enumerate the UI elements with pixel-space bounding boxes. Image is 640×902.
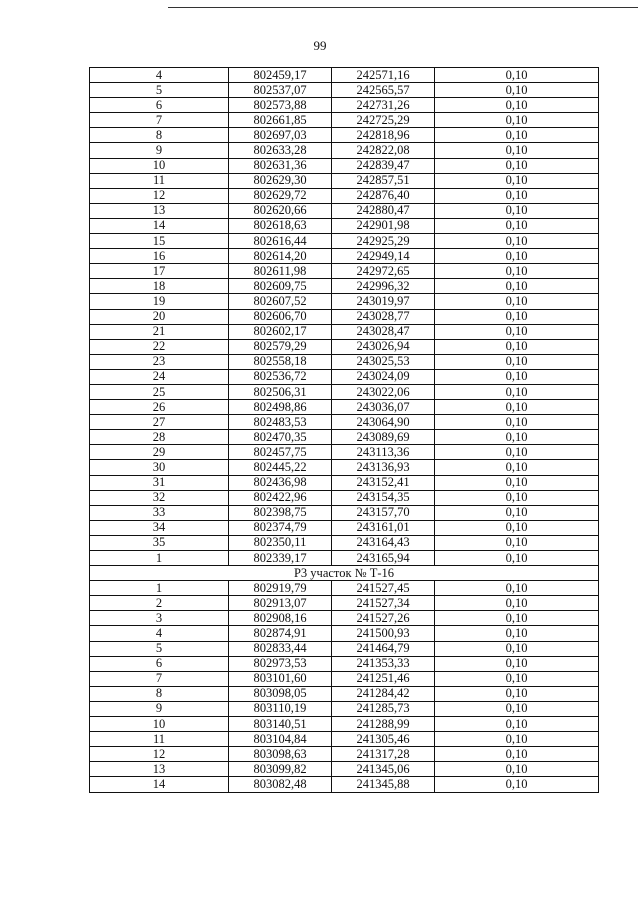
point-number-cell: 3: [90, 611, 229, 626]
x-coordinate-cell: 802470,35: [229, 430, 332, 445]
point-number-cell: 35: [90, 535, 229, 550]
table-row: [90, 158, 599, 173]
point-number-cell: 7: [90, 671, 229, 686]
y-coordinate-cell: 243165,94: [332, 551, 435, 566]
x-coordinate-cell: 803101,60: [229, 671, 332, 686]
point-number-cell: 7: [90, 113, 229, 128]
y-coordinate-cell: 242571,16: [332, 68, 435, 83]
x-coordinate-cell: 802398,75: [229, 505, 332, 520]
value-cell: 0,10: [435, 535, 599, 550]
point-number-cell: 20: [90, 309, 229, 324]
x-coordinate-cell: 803140,51: [229, 717, 332, 732]
y-coordinate-cell: 242880,47: [332, 203, 435, 218]
value-cell: 0,10: [435, 309, 599, 324]
table-row: [90, 596, 599, 611]
value-cell: 0,10: [435, 701, 599, 716]
y-coordinate-cell: 242925,29: [332, 234, 435, 249]
value-cell: 0,10: [435, 98, 599, 113]
y-coordinate-cell: 243028,77: [332, 309, 435, 324]
x-coordinate-cell: 802339,17: [229, 551, 332, 566]
point-number-cell: 9: [90, 701, 229, 716]
point-number-cell: 17: [90, 264, 229, 279]
coordinates-table: [89, 67, 599, 793]
page-number: 99: [313, 38, 327, 53]
table-row: [90, 324, 599, 339]
table-row: [90, 611, 599, 626]
y-coordinate-cell: 241288,99: [332, 717, 435, 732]
x-coordinate-cell: 802573,88: [229, 98, 332, 113]
table-row: [90, 445, 599, 460]
value-cell: 0,10: [435, 475, 599, 490]
value-cell: 0,10: [435, 520, 599, 535]
y-coordinate-cell: 242901,98: [332, 218, 435, 233]
value-cell: 0,10: [435, 415, 599, 430]
point-number-cell: 22: [90, 339, 229, 354]
x-coordinate-cell: 803099,82: [229, 762, 332, 777]
point-number-cell: 14: [90, 777, 229, 792]
table-row: [90, 686, 599, 701]
point-number-cell: 13: [90, 762, 229, 777]
value-cell: 0,10: [435, 656, 599, 671]
table-row: [90, 747, 599, 762]
table-row: [90, 369, 599, 384]
value-cell: 0,10: [435, 551, 599, 566]
point-number-cell: 15: [90, 234, 229, 249]
y-coordinate-cell: 243113,36: [332, 445, 435, 460]
table-row: [90, 264, 599, 279]
table-row: [90, 83, 599, 98]
value-cell: 0,10: [435, 68, 599, 83]
y-coordinate-cell: 241317,28: [332, 747, 435, 762]
x-coordinate-cell: 802620,66: [229, 203, 332, 218]
point-number-cell: 30: [90, 460, 229, 475]
x-coordinate-cell: 802374,79: [229, 520, 332, 535]
point-number-cell: 2: [90, 596, 229, 611]
point-number-cell: 32: [90, 490, 229, 505]
table-row: [90, 777, 599, 792]
table-row: [90, 490, 599, 505]
value-cell: 0,10: [435, 671, 599, 686]
value-cell: 0,10: [435, 188, 599, 203]
table-row: [90, 249, 599, 264]
y-coordinate-cell: 243136,93: [332, 460, 435, 475]
table-row: [90, 626, 599, 641]
y-coordinate-cell: 241345,88: [332, 777, 435, 792]
table-row: [90, 430, 599, 445]
value-cell: 0,10: [435, 339, 599, 354]
x-coordinate-cell: 803110,19: [229, 701, 332, 716]
x-coordinate-cell: 802506,31: [229, 384, 332, 399]
y-coordinate-cell: 243157,70: [332, 505, 435, 520]
point-number-cell: 24: [90, 369, 229, 384]
y-coordinate-cell: 242972,65: [332, 264, 435, 279]
value-cell: 0,10: [435, 113, 599, 128]
table-row: [90, 218, 599, 233]
point-number-cell: 28: [90, 430, 229, 445]
value-cell: 0,10: [435, 445, 599, 460]
x-coordinate-cell: 802436,98: [229, 475, 332, 490]
x-coordinate-cell: 802498,86: [229, 400, 332, 415]
x-coordinate-cell: 802629,30: [229, 173, 332, 188]
x-coordinate-cell: 802422,96: [229, 490, 332, 505]
value-cell: 0,10: [435, 686, 599, 701]
x-coordinate-cell: 802536,72: [229, 369, 332, 384]
value-cell: 0,10: [435, 777, 599, 792]
x-coordinate-cell: 802833,44: [229, 641, 332, 656]
value-cell: 0,10: [435, 234, 599, 249]
point-number-cell: 21: [90, 324, 229, 339]
top-rule: [168, 7, 638, 8]
value-cell: 0,10: [435, 641, 599, 656]
x-coordinate-cell: 802973,53: [229, 656, 332, 671]
y-coordinate-cell: 243019,97: [332, 294, 435, 309]
table-row: [90, 339, 599, 354]
x-coordinate-cell: 802537,07: [229, 83, 332, 98]
x-coordinate-cell: 802633,28: [229, 143, 332, 158]
y-coordinate-cell: 241527,26: [332, 611, 435, 626]
y-coordinate-cell: 242822,08: [332, 143, 435, 158]
x-coordinate-cell: 802445,22: [229, 460, 332, 475]
point-number-cell: 25: [90, 384, 229, 399]
value-cell: 0,10: [435, 369, 599, 384]
y-coordinate-cell: 241305,46: [332, 732, 435, 747]
value-cell: 0,10: [435, 294, 599, 309]
point-number-cell: 11: [90, 173, 229, 188]
x-coordinate-cell: 802579,29: [229, 339, 332, 354]
y-coordinate-cell: 243022,06: [332, 384, 435, 399]
table-row: [90, 68, 599, 83]
y-coordinate-cell: 241353,33: [332, 656, 435, 671]
value-cell: 0,10: [435, 354, 599, 369]
y-coordinate-cell: 241464,79: [332, 641, 435, 656]
value-cell: 0,10: [435, 400, 599, 415]
y-coordinate-cell: 243024,09: [332, 369, 435, 384]
x-coordinate-cell: 802602,17: [229, 324, 332, 339]
point-number-cell: 12: [90, 747, 229, 762]
value-cell: 0,10: [435, 747, 599, 762]
y-coordinate-cell: 242949,14: [332, 249, 435, 264]
y-coordinate-cell: 241345,06: [332, 762, 435, 777]
table-row: [90, 475, 599, 490]
point-number-cell: 4: [90, 626, 229, 641]
value-cell: 0,10: [435, 158, 599, 173]
table-row: [90, 173, 599, 188]
x-coordinate-cell: 802697,03: [229, 128, 332, 143]
point-number-cell: 11: [90, 732, 229, 747]
y-coordinate-cell: 242725,29: [332, 113, 435, 128]
point-number-cell: 18: [90, 279, 229, 294]
table-row: [90, 143, 599, 158]
table-row: [90, 460, 599, 475]
x-coordinate-cell: 802919,79: [229, 581, 332, 596]
x-coordinate-cell: 803104,84: [229, 732, 332, 747]
y-coordinate-cell: 243025,53: [332, 354, 435, 369]
value-cell: 0,10: [435, 83, 599, 98]
point-number-cell: 12: [90, 188, 229, 203]
point-number-cell: 14: [90, 218, 229, 233]
table-row: [90, 732, 599, 747]
value-cell: 0,10: [435, 279, 599, 294]
point-number-cell: 5: [90, 83, 229, 98]
value-cell: 0,10: [435, 596, 599, 611]
point-number-cell: 6: [90, 98, 229, 113]
value-cell: 0,10: [435, 626, 599, 641]
value-cell: 0,10: [435, 762, 599, 777]
x-coordinate-cell: 803082,48: [229, 777, 332, 792]
x-coordinate-cell: 802457,75: [229, 445, 332, 460]
x-coordinate-cell: 803098,05: [229, 686, 332, 701]
point-number-cell: 8: [90, 686, 229, 701]
point-number-cell: 10: [90, 717, 229, 732]
x-coordinate-cell: 802616,44: [229, 234, 332, 249]
point-number-cell: 29: [90, 445, 229, 460]
table-row: [90, 400, 599, 415]
point-number-cell: 19: [90, 294, 229, 309]
value-cell: 0,10: [435, 732, 599, 747]
point-number-cell: 27: [90, 415, 229, 430]
table-row: [90, 762, 599, 777]
y-coordinate-cell: 242857,51: [332, 173, 435, 188]
table-row: [90, 279, 599, 294]
y-coordinate-cell: 242839,47: [332, 158, 435, 173]
x-coordinate-cell: 802908,16: [229, 611, 332, 626]
table-row: [90, 294, 599, 309]
point-number-cell: 4: [90, 68, 229, 83]
point-number-cell: 33: [90, 505, 229, 520]
value-cell: 0,10: [435, 611, 599, 626]
x-coordinate-cell: 802350,11: [229, 535, 332, 550]
y-coordinate-cell: 243161,01: [332, 520, 435, 535]
table-part-2: [90, 581, 599, 792]
x-coordinate-cell: 802459,17: [229, 68, 332, 83]
table-row: [90, 234, 599, 249]
point-number-cell: 16: [90, 249, 229, 264]
x-coordinate-cell: 802661,85: [229, 113, 332, 128]
table-row: [90, 98, 599, 113]
table-part-1: [90, 68, 599, 566]
point-number-cell: 6: [90, 656, 229, 671]
point-number-cell: 5: [90, 641, 229, 656]
value-cell: 0,10: [435, 460, 599, 475]
value-cell: 0,10: [435, 128, 599, 143]
x-coordinate-cell: 802874,91: [229, 626, 332, 641]
y-coordinate-cell: 241527,34: [332, 596, 435, 611]
table-row: [90, 113, 599, 128]
table-row: [90, 520, 599, 535]
point-number-cell: 1: [90, 581, 229, 596]
table-row: [90, 354, 599, 369]
table-row: [90, 535, 599, 550]
table-row: [90, 128, 599, 143]
table-row: [90, 656, 599, 671]
y-coordinate-cell: 242818,96: [332, 128, 435, 143]
point-number-cell: 13: [90, 203, 229, 218]
point-number-cell: 34: [90, 520, 229, 535]
section-header: [90, 566, 599, 581]
y-coordinate-cell: 243028,47: [332, 324, 435, 339]
table-row: [90, 717, 599, 732]
x-coordinate-cell: 802483,53: [229, 415, 332, 430]
y-coordinate-cell: 242876,40: [332, 188, 435, 203]
x-coordinate-cell: 802631,36: [229, 158, 332, 173]
value-cell: 0,10: [435, 430, 599, 445]
y-coordinate-cell: 242996,32: [332, 279, 435, 294]
point-number-cell: 9: [90, 143, 229, 158]
point-number-cell: 10: [90, 158, 229, 173]
x-coordinate-cell: 802629,72: [229, 188, 332, 203]
table-row: [90, 415, 599, 430]
table-row: [90, 188, 599, 203]
y-coordinate-cell: 243089,69: [332, 430, 435, 445]
y-coordinate-cell: 243164,43: [332, 535, 435, 550]
x-coordinate-cell: 802913,07: [229, 596, 332, 611]
point-number-cell: 26: [90, 400, 229, 415]
y-coordinate-cell: 242731,26: [332, 98, 435, 113]
value-cell: 0,10: [435, 717, 599, 732]
table-row: [90, 701, 599, 716]
section-title: Р3 участок № Т-16: [90, 566, 599, 581]
value-cell: 0,10: [435, 264, 599, 279]
y-coordinate-cell: 243064,90: [332, 415, 435, 430]
y-coordinate-cell: 241251,46: [332, 671, 435, 686]
y-coordinate-cell: 243154,35: [332, 490, 435, 505]
y-coordinate-cell: 243152,41: [332, 475, 435, 490]
section-row: [90, 566, 599, 581]
x-coordinate-cell: 802611,98: [229, 264, 332, 279]
x-coordinate-cell: 802609,75: [229, 279, 332, 294]
x-coordinate-cell: 803098,63: [229, 747, 332, 762]
y-coordinate-cell: 241285,73: [332, 701, 435, 716]
value-cell: 0,10: [435, 384, 599, 399]
value-cell: 0,10: [435, 143, 599, 158]
x-coordinate-cell: 802614,20: [229, 249, 332, 264]
value-cell: 0,10: [435, 218, 599, 233]
y-coordinate-cell: 241527,45: [332, 581, 435, 596]
point-number-cell: 1: [90, 551, 229, 566]
value-cell: 0,10: [435, 324, 599, 339]
y-coordinate-cell: 242565,57: [332, 83, 435, 98]
table-row: [90, 641, 599, 656]
point-number-cell: 23: [90, 354, 229, 369]
table-row: [90, 309, 599, 324]
point-number-cell: 31: [90, 475, 229, 490]
value-cell: 0,10: [435, 505, 599, 520]
y-coordinate-cell: 241500,93: [332, 626, 435, 641]
value-cell: 0,10: [435, 249, 599, 264]
x-coordinate-cell: 802607,52: [229, 294, 332, 309]
value-cell: 0,10: [435, 203, 599, 218]
x-coordinate-cell: 802558,18: [229, 354, 332, 369]
point-number-cell: 8: [90, 128, 229, 143]
x-coordinate-cell: 802606,70: [229, 309, 332, 324]
value-cell: 0,10: [435, 173, 599, 188]
table-row: [90, 203, 599, 218]
y-coordinate-cell: 243036,07: [332, 400, 435, 415]
value-cell: 0,10: [435, 581, 599, 596]
y-coordinate-cell: 243026,94: [332, 339, 435, 354]
table-row: [90, 505, 599, 520]
table-row: [90, 581, 599, 596]
table-row: [90, 551, 599, 566]
table-row: [90, 384, 599, 399]
y-coordinate-cell: 241284,42: [332, 686, 435, 701]
value-cell: 0,10: [435, 490, 599, 505]
x-coordinate-cell: 802618,63: [229, 218, 332, 233]
table-row: [90, 671, 599, 686]
